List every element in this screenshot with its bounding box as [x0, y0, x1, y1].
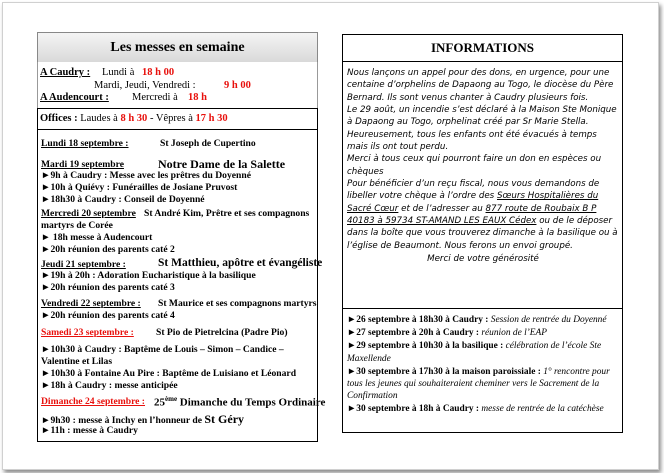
offices-laudes: Laudes à [80, 113, 118, 124]
event-item: ►30 septembre à 18h à Caudry : messe de rentrée de la catéchèse [347, 404, 604, 415]
schedule-line: ►20h réunion des parents caté 3 [41, 282, 175, 293]
schedule-line: martyrs de Corée [41, 220, 113, 231]
event-item: ►29 septembre à 10h30 à la basilique : célébration de l’école Ste Maxellende [347, 341, 602, 364]
event-item: ►27 septembre à 20h à Caudry : réunion de l’EAP [347, 328, 547, 339]
audencourt-time: 18 h [188, 92, 207, 103]
day-date: Dimanche 24 septembre : [41, 396, 146, 407]
day-saint: St Joseph de Cupertino [160, 138, 256, 149]
audencourt-days: Mercredi à [132, 92, 178, 103]
schedule-line: ►20h réunion des parents caté 4 [41, 310, 175, 321]
schedule-line: ►18h30 à Caudry : Conseil de Doyenné [41, 194, 205, 205]
offices-line [40, 113, 228, 124]
day-date: Vendredi 22 septembre : [41, 298, 141, 309]
schedule-line: ►18h à Caudry : messe anticipée [41, 380, 178, 391]
info-title-text: INFORMATIONS [430, 40, 535, 55]
event-item: ►26 septembre à 18h30 à Caudry : Session de rentrée du Doyenné [347, 315, 607, 325]
day-saint: St André Kim, Prêtre et ses compagnons [144, 208, 310, 219]
thanks-line: Merci de votre générosité [427, 254, 539, 265]
info-paragraph: Merci à tous ceux qui pourront faire un don en espèces ou chèques [347, 154, 602, 177]
offices-laudes-time: 8 h 30 [120, 113, 148, 124]
offices-sep: - Vêpres à [149, 113, 193, 124]
schedule-line: ►10h30 à Caudry : Baptême de Louis – Simon – Candice – [41, 344, 284, 355]
schedule-line: ►20h réunion des parents caté 2 [41, 244, 175, 255]
day-date: Samedi 23 septembre : [41, 327, 134, 338]
schedule-line: ►19h à 20h : Adoration Eucharistique à la basilique [41, 270, 256, 281]
schedule-line: ►10h à Quiévy : Funérailles de Josiane Pruvost [41, 182, 238, 193]
schedule-line: ►11h : messe à Caudry [41, 425, 138, 436]
info-paragraph: Pour bénéficier d’un reçu fiscal, nous vous demandons de libeller votre chèque à l’ordre des Sœurs Hospitalières du Sacré Cœur et de l’adresser au 877 route de Roubaix B P 40183 à 59734 ST-AMAND LES EAUX Cédex ou de le déposer dans la boîte que vous trouverez dimanche à la basilique ou à l’église de Beaumont. Nous ferons un envoi groupé. [347, 179, 618, 251]
day-saint: 25ème Dimanche du Temps Ordinaire [154, 395, 326, 409]
schedule-line: ►9h à Caudry : Messe avec les prêtres du Doyenné [41, 170, 251, 181]
event-item: ►30 septembre à 17h30 à la maison paroissiale : 1° rencontre pour tous les jeunes qui souhaiteraient cheminer vers le Sacrement de la Confirmation [347, 366, 610, 402]
upcoming-events [342, 308, 623, 433]
day-saint: St Matthieu, apôtre et évangéliste [158, 257, 323, 269]
day-saint: St Maurice et ses compagnons martyrs [158, 298, 317, 309]
info-paragraph: Le 29 août, un incendie s’est déclaré à la Maison Ste Monique à Dapaong au Togo, orphelinat créé par Sr Marie Stella. Heureusement, tous les enfants ont été évacués à temps mais ils ont tout perdu. [347, 105, 617, 153]
offices-label: Offices : [40, 113, 78, 124]
caudry-time2: 9 h 00 [224, 80, 251, 91]
info-paragraph: Nous lançons un appel pour des dons, en urgence, pour une centaine d’orphelins de Dapaong au Togo, le diocèse du Père Bernard. Ils sont venus chanter à Caudry plusieurs fois. [347, 68, 614, 103]
day-date: Jeudi 21 septembre : [41, 259, 126, 270]
mass-times [37, 62, 318, 108]
caudry-days1: Lundi à [102, 67, 135, 78]
schedule-line: Valentine et Lilas [41, 356, 113, 367]
day-date: Mardi 19 septembre [41, 159, 124, 170]
masses-title-text: Les messes en semaine [110, 39, 245, 55]
day-date: Lundi 18 septembre : [41, 138, 129, 149]
caudry-time1: 18 h 00 [142, 67, 175, 78]
schedule-line: ►9h30 : messe à Inchy en l’honneur de St Géry [41, 412, 245, 426]
masses-title [37, 32, 318, 63]
day-date: Mercredi 20 septembre [41, 208, 136, 219]
schedule-line: ► 18h messe à Audencourt [41, 232, 153, 243]
day-saint: St Pio de Pietrelcina (Padre Pio) [156, 327, 288, 338]
schedule-line: ►10h30 à Fontaine Au Pire : Baptême de Luisiano et Léonard [41, 368, 297, 379]
offices-box [37, 108, 318, 130]
caudry-days2: Mardi, Jeudi, Vendredi : [94, 80, 196, 91]
audencourt-label: A Audencourt : [40, 92, 109, 103]
offices-vepres-time: 17 h 30 [195, 113, 228, 124]
day-saint: Notre Dame de la Salette [158, 157, 286, 171]
info-box [342, 62, 623, 309]
week-schedule [37, 129, 326, 442]
caudry-label: A Caudry : [40, 67, 91, 78]
info-title [342, 34, 623, 62]
